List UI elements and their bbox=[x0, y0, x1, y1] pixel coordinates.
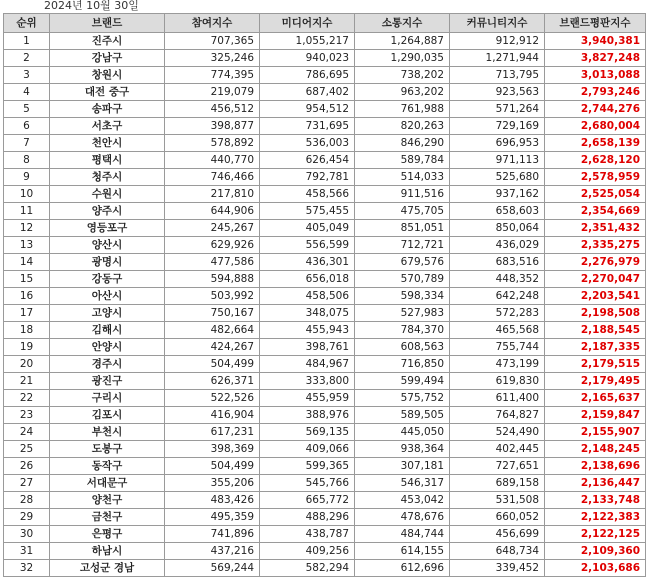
communication-cell: 514,033 bbox=[355, 169, 450, 186]
reputation-index-cell: 2,165,637 bbox=[545, 390, 646, 407]
media-cell: 575,455 bbox=[260, 203, 355, 220]
reputation-index-cell: 2,148,245 bbox=[545, 441, 646, 458]
rank-cell: 32 bbox=[4, 560, 50, 577]
media-cell: 786,695 bbox=[260, 67, 355, 84]
media-cell: 731,695 bbox=[260, 118, 355, 135]
participation-cell: 617,231 bbox=[165, 424, 260, 441]
media-cell: 484,967 bbox=[260, 356, 355, 373]
media-cell: 954,512 bbox=[260, 101, 355, 118]
table-row bbox=[4, 237, 646, 254]
media-cell: 792,781 bbox=[260, 169, 355, 186]
brand-cell: 송파구 bbox=[50, 101, 165, 118]
reputation-index-cell: 2,138,696 bbox=[545, 458, 646, 475]
brand-cell: 창원시 bbox=[50, 67, 165, 84]
communication-cell: 614,155 bbox=[355, 543, 450, 560]
brand-cell: 은평구 bbox=[50, 526, 165, 543]
reputation-index-cell: 2,155,907 bbox=[545, 424, 646, 441]
rank-cell: 25 bbox=[4, 441, 50, 458]
rank-cell: 27 bbox=[4, 475, 50, 492]
community-cell: 531,508 bbox=[450, 492, 545, 509]
table-row bbox=[4, 509, 646, 526]
header-community: 커뮤니티지수 bbox=[450, 14, 545, 33]
table-row bbox=[4, 356, 646, 373]
community-cell: 402,445 bbox=[450, 441, 545, 458]
participation-cell: 774,395 bbox=[165, 67, 260, 84]
communication-cell: 598,334 bbox=[355, 288, 450, 305]
reputation-index-cell: 2,133,748 bbox=[545, 492, 646, 509]
brand-cell: 서초구 bbox=[50, 118, 165, 135]
rank-cell: 11 bbox=[4, 203, 50, 220]
rank-cell: 20 bbox=[4, 356, 50, 373]
header-rank: 순위 bbox=[4, 14, 50, 33]
header-media: 미디어지수 bbox=[260, 14, 355, 33]
rank-cell: 4 bbox=[4, 84, 50, 101]
community-cell: 912,912 bbox=[450, 33, 545, 50]
table-row bbox=[4, 424, 646, 441]
rank-cell: 2 bbox=[4, 50, 50, 67]
rank-cell: 8 bbox=[4, 152, 50, 169]
communication-cell: 679,576 bbox=[355, 254, 450, 271]
participation-cell: 219,079 bbox=[165, 84, 260, 101]
communication-cell: 1,290,035 bbox=[355, 50, 450, 67]
table-row bbox=[4, 152, 646, 169]
brand-cell: 강남구 bbox=[50, 50, 165, 67]
table-row bbox=[4, 186, 646, 203]
reputation-index-cell: 2,680,004 bbox=[545, 118, 646, 135]
table-row bbox=[4, 33, 646, 50]
communication-cell: 738,202 bbox=[355, 67, 450, 84]
rank-cell: 1 bbox=[4, 33, 50, 50]
participation-cell: 746,466 bbox=[165, 169, 260, 186]
rank-cell: 24 bbox=[4, 424, 50, 441]
communication-cell: 938,364 bbox=[355, 441, 450, 458]
brand-cell: 강동구 bbox=[50, 271, 165, 288]
reputation-index-cell: 2,122,383 bbox=[545, 509, 646, 526]
header-participation: 참여지수 bbox=[165, 14, 260, 33]
rank-cell: 12 bbox=[4, 220, 50, 237]
media-cell: 656,018 bbox=[260, 271, 355, 288]
brand-cell: 고성군 경남 bbox=[50, 560, 165, 577]
brand-cell: 도봉구 bbox=[50, 441, 165, 458]
rank-cell: 30 bbox=[4, 526, 50, 543]
community-cell: 611,400 bbox=[450, 390, 545, 407]
participation-cell: 398,877 bbox=[165, 118, 260, 135]
reputation-index-cell: 2,179,495 bbox=[545, 373, 646, 390]
rank-cell: 19 bbox=[4, 339, 50, 356]
community-cell: 436,029 bbox=[450, 237, 545, 254]
rank-cell: 5 bbox=[4, 101, 50, 118]
brand-cell: 광진구 bbox=[50, 373, 165, 390]
media-cell: 436,301 bbox=[260, 254, 355, 271]
table-row bbox=[4, 288, 646, 305]
community-cell: 1,271,944 bbox=[450, 50, 545, 67]
communication-cell: 307,181 bbox=[355, 458, 450, 475]
media-cell: 582,294 bbox=[260, 560, 355, 577]
communication-cell: 599,494 bbox=[355, 373, 450, 390]
table-row bbox=[4, 118, 646, 135]
community-cell: 658,603 bbox=[450, 203, 545, 220]
community-cell: 448,352 bbox=[450, 271, 545, 288]
community-cell: 764,827 bbox=[450, 407, 545, 424]
participation-cell: 503,992 bbox=[165, 288, 260, 305]
rank-cell: 9 bbox=[4, 169, 50, 186]
reputation-index-cell: 2,109,360 bbox=[545, 543, 646, 560]
community-cell: 619,830 bbox=[450, 373, 545, 390]
brand-cell: 진주시 bbox=[50, 33, 165, 50]
communication-cell: 716,850 bbox=[355, 356, 450, 373]
header-reputation-index: 브랜드평판지수 bbox=[545, 14, 646, 33]
brand-cell: 양주시 bbox=[50, 203, 165, 220]
participation-cell: 477,586 bbox=[165, 254, 260, 271]
participation-cell: 355,206 bbox=[165, 475, 260, 492]
reputation-index-cell: 2,793,246 bbox=[545, 84, 646, 101]
table-header-row bbox=[4, 14, 646, 33]
header-brand: 브랜드 bbox=[50, 14, 165, 33]
media-cell: 405,049 bbox=[260, 220, 355, 237]
media-cell: 626,454 bbox=[260, 152, 355, 169]
table-row bbox=[4, 135, 646, 152]
community-cell: 339,452 bbox=[450, 560, 545, 577]
communication-cell: 475,705 bbox=[355, 203, 450, 220]
community-cell: 755,744 bbox=[450, 339, 545, 356]
table-row bbox=[4, 560, 646, 577]
media-cell: 455,943 bbox=[260, 322, 355, 339]
participation-cell: 569,244 bbox=[165, 560, 260, 577]
table-row bbox=[4, 339, 646, 356]
reputation-index-cell: 2,578,959 bbox=[545, 169, 646, 186]
media-cell: 348,075 bbox=[260, 305, 355, 322]
reputation-index-cell: 2,270,047 bbox=[545, 271, 646, 288]
community-cell: 727,651 bbox=[450, 458, 545, 475]
table-row bbox=[4, 67, 646, 84]
participation-cell: 437,216 bbox=[165, 543, 260, 560]
rank-cell: 17 bbox=[4, 305, 50, 322]
media-cell: 488,296 bbox=[260, 509, 355, 526]
participation-cell: 424,267 bbox=[165, 339, 260, 356]
brand-cell: 영등포구 bbox=[50, 220, 165, 237]
communication-cell: 612,696 bbox=[355, 560, 450, 577]
reputation-index-cell: 2,351,432 bbox=[545, 220, 646, 237]
table-row bbox=[4, 271, 646, 288]
rank-cell: 10 bbox=[4, 186, 50, 203]
brand-cell: 서대문구 bbox=[50, 475, 165, 492]
reputation-index-cell: 2,744,276 bbox=[545, 101, 646, 118]
brand-cell: 평택시 bbox=[50, 152, 165, 169]
media-cell: 599,365 bbox=[260, 458, 355, 475]
media-cell: 569,135 bbox=[260, 424, 355, 441]
reputation-index-cell: 2,276,979 bbox=[545, 254, 646, 271]
community-cell: 456,699 bbox=[450, 526, 545, 543]
media-cell: 388,976 bbox=[260, 407, 355, 424]
reputation-index-cell: 2,188,545 bbox=[545, 322, 646, 339]
rank-cell: 26 bbox=[4, 458, 50, 475]
participation-cell: 416,904 bbox=[165, 407, 260, 424]
table-row bbox=[4, 169, 646, 186]
rank-cell: 16 bbox=[4, 288, 50, 305]
community-cell: 642,248 bbox=[450, 288, 545, 305]
brand-cell: 경주시 bbox=[50, 356, 165, 373]
media-cell: 409,066 bbox=[260, 441, 355, 458]
community-cell: 572,283 bbox=[450, 305, 545, 322]
media-cell: 438,787 bbox=[260, 526, 355, 543]
community-cell: 473,199 bbox=[450, 356, 545, 373]
community-cell: 937,162 bbox=[450, 186, 545, 203]
community-cell: 713,795 bbox=[450, 67, 545, 84]
header-communication: 소통지수 bbox=[355, 14, 450, 33]
participation-cell: 456,512 bbox=[165, 101, 260, 118]
communication-cell: 575,752 bbox=[355, 390, 450, 407]
rank-cell: 14 bbox=[4, 254, 50, 271]
media-cell: 1,055,217 bbox=[260, 33, 355, 50]
table-row bbox=[4, 475, 646, 492]
communication-cell: 784,370 bbox=[355, 322, 450, 339]
media-cell: 940,023 bbox=[260, 50, 355, 67]
communication-cell: 846,290 bbox=[355, 135, 450, 152]
participation-cell: 626,371 bbox=[165, 373, 260, 390]
rank-cell: 28 bbox=[4, 492, 50, 509]
reputation-index-cell: 3,013,088 bbox=[545, 67, 646, 84]
community-cell: 648,734 bbox=[450, 543, 545, 560]
communication-cell: 453,042 bbox=[355, 492, 450, 509]
community-cell: 571,264 bbox=[450, 101, 545, 118]
participation-cell: 504,499 bbox=[165, 356, 260, 373]
participation-cell: 495,359 bbox=[165, 509, 260, 526]
media-cell: 665,772 bbox=[260, 492, 355, 509]
brand-cell: 동작구 bbox=[50, 458, 165, 475]
brand-cell: 양산시 bbox=[50, 237, 165, 254]
date-label: 2024년 10월 30일 bbox=[44, 0, 139, 12]
reputation-index-cell: 3,940,381 bbox=[545, 33, 646, 50]
participation-cell: 644,906 bbox=[165, 203, 260, 220]
table-row bbox=[4, 50, 646, 67]
media-cell: 398,761 bbox=[260, 339, 355, 356]
table-row bbox=[4, 254, 646, 271]
community-cell: 525,680 bbox=[450, 169, 545, 186]
communication-cell: 963,202 bbox=[355, 84, 450, 101]
communication-cell: 589,505 bbox=[355, 407, 450, 424]
communication-cell: 761,988 bbox=[355, 101, 450, 118]
community-cell: 729,169 bbox=[450, 118, 545, 135]
participation-cell: 741,896 bbox=[165, 526, 260, 543]
participation-cell: 707,365 bbox=[165, 33, 260, 50]
brand-cell: 김포시 bbox=[50, 407, 165, 424]
table-row bbox=[4, 441, 646, 458]
reputation-index-cell: 2,179,515 bbox=[545, 356, 646, 373]
reputation-index-cell: 2,198,508 bbox=[545, 305, 646, 322]
participation-cell: 578,892 bbox=[165, 135, 260, 152]
rank-cell: 3 bbox=[4, 67, 50, 84]
media-cell: 536,003 bbox=[260, 135, 355, 152]
rank-cell: 13 bbox=[4, 237, 50, 254]
reputation-index-cell: 2,159,847 bbox=[545, 407, 646, 424]
participation-cell: 217,810 bbox=[165, 186, 260, 203]
brand-cell: 하남시 bbox=[50, 543, 165, 560]
media-cell: 458,506 bbox=[260, 288, 355, 305]
reputation-index-cell: 2,122,125 bbox=[545, 526, 646, 543]
brand-cell: 수원시 bbox=[50, 186, 165, 203]
communication-cell: 1,264,887 bbox=[355, 33, 450, 50]
communication-cell: 589,784 bbox=[355, 152, 450, 169]
communication-cell: 820,263 bbox=[355, 118, 450, 135]
table-row bbox=[4, 305, 646, 322]
brand-cell: 고양시 bbox=[50, 305, 165, 322]
brand-cell: 부천시 bbox=[50, 424, 165, 441]
communication-cell: 570,789 bbox=[355, 271, 450, 288]
participation-cell: 325,246 bbox=[165, 50, 260, 67]
participation-cell: 483,426 bbox=[165, 492, 260, 509]
communication-cell: 445,050 bbox=[355, 424, 450, 441]
participation-cell: 398,369 bbox=[165, 441, 260, 458]
brand-reputation-table bbox=[3, 13, 646, 577]
table-row bbox=[4, 101, 646, 118]
table-row bbox=[4, 458, 646, 475]
table-row bbox=[4, 390, 646, 407]
table-row bbox=[4, 322, 646, 339]
table-body bbox=[4, 33, 646, 577]
community-cell: 683,516 bbox=[450, 254, 545, 271]
communication-cell: 608,563 bbox=[355, 339, 450, 356]
table-row bbox=[4, 492, 646, 509]
participation-cell: 440,770 bbox=[165, 152, 260, 169]
reputation-index-cell: 2,203,541 bbox=[545, 288, 646, 305]
community-cell: 660,052 bbox=[450, 509, 545, 526]
brand-cell: 안양시 bbox=[50, 339, 165, 356]
community-cell: 971,113 bbox=[450, 152, 545, 169]
media-cell: 556,599 bbox=[260, 237, 355, 254]
media-cell: 687,402 bbox=[260, 84, 355, 101]
rank-cell: 23 bbox=[4, 407, 50, 424]
reputation-index-cell: 3,827,248 bbox=[545, 50, 646, 67]
media-cell: 455,959 bbox=[260, 390, 355, 407]
table-row bbox=[4, 407, 646, 424]
brand-cell: 아산시 bbox=[50, 288, 165, 305]
participation-cell: 482,664 bbox=[165, 322, 260, 339]
table-row bbox=[4, 84, 646, 101]
participation-cell: 750,167 bbox=[165, 305, 260, 322]
rank-cell: 21 bbox=[4, 373, 50, 390]
brand-cell: 청주시 bbox=[50, 169, 165, 186]
reputation-index-cell: 2,354,669 bbox=[545, 203, 646, 220]
brand-cell: 구리시 bbox=[50, 390, 165, 407]
communication-cell: 546,317 bbox=[355, 475, 450, 492]
brand-cell: 광명시 bbox=[50, 254, 165, 271]
rank-cell: 31 bbox=[4, 543, 50, 560]
communication-cell: 851,051 bbox=[355, 220, 450, 237]
community-cell: 923,563 bbox=[450, 84, 545, 101]
communication-cell: 484,744 bbox=[355, 526, 450, 543]
participation-cell: 522,526 bbox=[165, 390, 260, 407]
communication-cell: 911,516 bbox=[355, 186, 450, 203]
rank-cell: 18 bbox=[4, 322, 50, 339]
community-cell: 850,064 bbox=[450, 220, 545, 237]
media-cell: 458,566 bbox=[260, 186, 355, 203]
community-cell: 524,490 bbox=[450, 424, 545, 441]
brand-cell: 금천구 bbox=[50, 509, 165, 526]
rank-cell: 22 bbox=[4, 390, 50, 407]
participation-cell: 245,267 bbox=[165, 220, 260, 237]
table-row bbox=[4, 543, 646, 560]
reputation-index-cell: 2,103,686 bbox=[545, 560, 646, 577]
reputation-index-cell: 2,525,054 bbox=[545, 186, 646, 203]
table-row bbox=[4, 526, 646, 543]
participation-cell: 629,926 bbox=[165, 237, 260, 254]
media-cell: 333,800 bbox=[260, 373, 355, 390]
brand-cell: 대전 중구 bbox=[50, 84, 165, 101]
community-cell: 689,158 bbox=[450, 475, 545, 492]
community-cell: 465,568 bbox=[450, 322, 545, 339]
reputation-index-cell: 2,628,120 bbox=[545, 152, 646, 169]
rank-cell: 29 bbox=[4, 509, 50, 526]
participation-cell: 594,888 bbox=[165, 271, 260, 288]
brand-cell: 김해시 bbox=[50, 322, 165, 339]
rank-cell: 7 bbox=[4, 135, 50, 152]
reputation-index-cell: 2,136,447 bbox=[545, 475, 646, 492]
reputation-index-cell: 2,335,275 bbox=[545, 237, 646, 254]
community-cell: 696,953 bbox=[450, 135, 545, 152]
communication-cell: 478,676 bbox=[355, 509, 450, 526]
media-cell: 545,766 bbox=[260, 475, 355, 492]
communication-cell: 527,983 bbox=[355, 305, 450, 322]
table-row bbox=[4, 373, 646, 390]
media-cell: 409,256 bbox=[260, 543, 355, 560]
table-row bbox=[4, 220, 646, 237]
brand-cell: 천안시 bbox=[50, 135, 165, 152]
communication-cell: 712,721 bbox=[355, 237, 450, 254]
participation-cell: 504,499 bbox=[165, 458, 260, 475]
rank-cell: 6 bbox=[4, 118, 50, 135]
rank-cell: 15 bbox=[4, 271, 50, 288]
brand-cell: 양천구 bbox=[50, 492, 165, 509]
reputation-index-cell: 2,187,335 bbox=[545, 339, 646, 356]
reputation-index-cell: 2,658,139 bbox=[545, 135, 646, 152]
table-row bbox=[4, 203, 646, 220]
